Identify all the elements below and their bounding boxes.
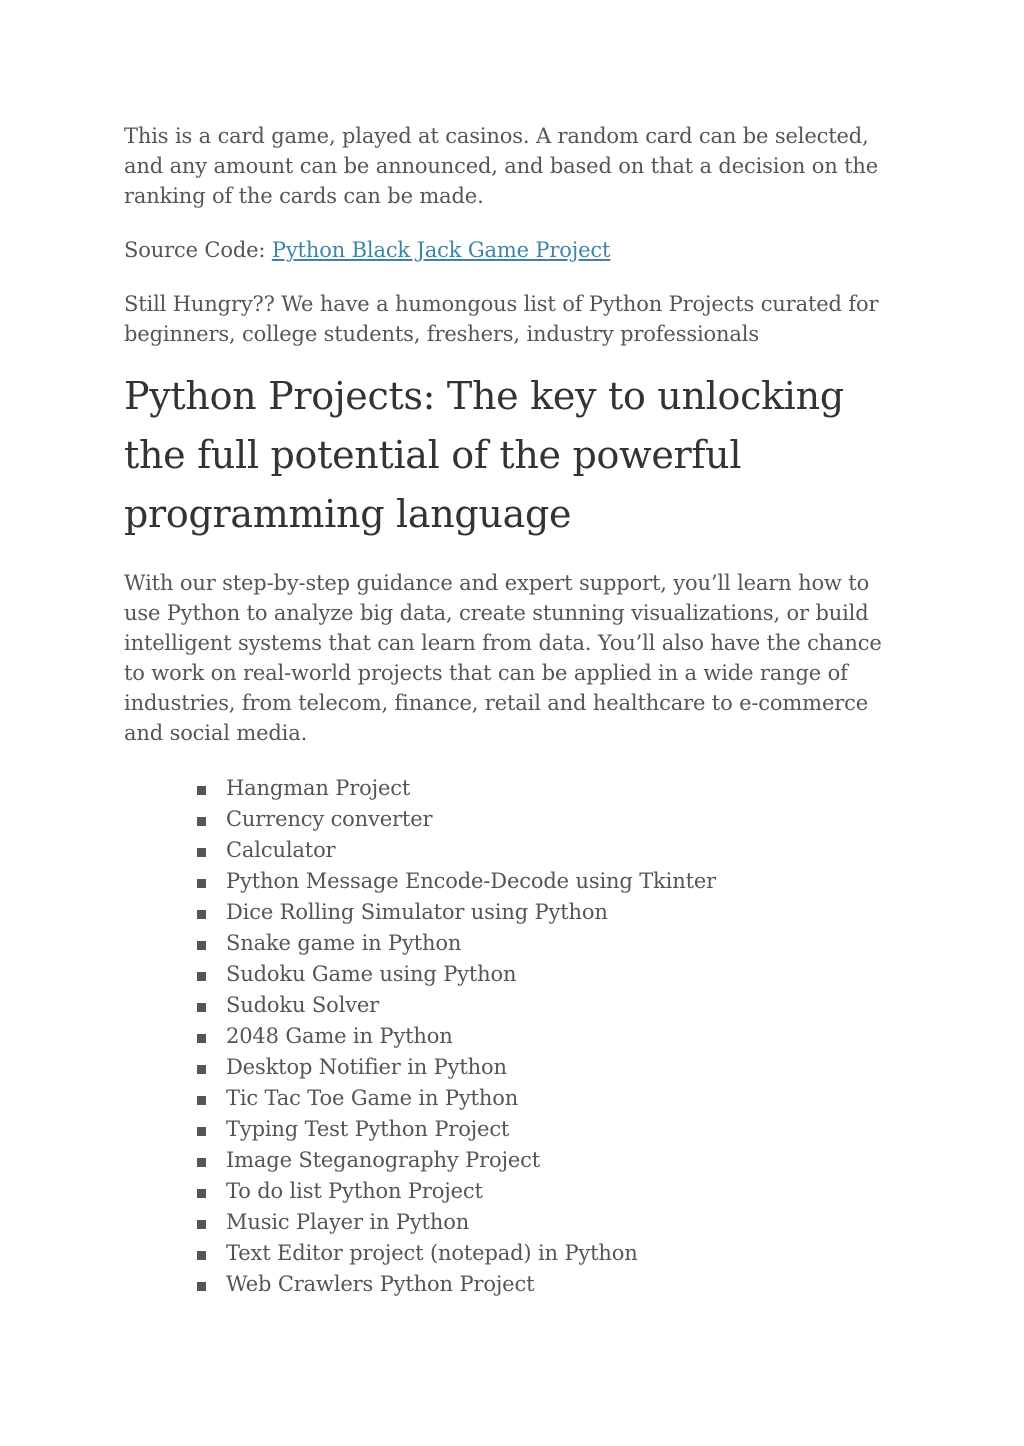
- square-bullet-icon: [197, 817, 206, 826]
- body-paragraph: With our step-by-step guidance and expert support, you’ll learn how to use Python to analyze big data, create stunning visualizations, or build intelligent systems that can learn from data. You’ll also have the chance to work on real-world projects that can be applied in a wide range of industries, from telecom, finance, retail and healthcare to e-commerce and social media.: [124, 571, 882, 745]
- list-item: [196, 1114, 904, 1145]
- list-item-label: Image Steganography Project: [226, 1148, 541, 1172]
- list-item-label: Calculator: [226, 838, 336, 862]
- list-item: [196, 866, 904, 897]
- list-item-label: Snake game in Python: [226, 931, 462, 955]
- intro-paragraph: This is a card game, played at casinos. A random card can be selected, and any amount can be announced, and based on that a decision on the ranking of the cards can be made.: [124, 124, 879, 208]
- square-bullet-icon: [197, 848, 206, 857]
- square-bullet-icon: [197, 1096, 206, 1105]
- square-bullet-icon: [197, 1220, 206, 1229]
- square-bullet-icon: [197, 1003, 206, 1012]
- list-item-label: Sudoku Game using Python: [226, 962, 517, 986]
- square-bullet-icon: [197, 1189, 206, 1198]
- list-item-label: Music Player in Python: [226, 1210, 470, 1234]
- square-bullet-icon: [197, 786, 206, 795]
- list-item-label: Desktop Notifier in Python: [226, 1055, 507, 1079]
- list-item: [196, 804, 904, 835]
- list-item-label: Text Editor project (notepad) in Python: [226, 1241, 638, 1265]
- source-code-line: [124, 235, 904, 265]
- list-item: [196, 1238, 904, 1269]
- project-list: [124, 773, 904, 1300]
- list-item: [196, 897, 904, 928]
- square-bullet-icon: [197, 1251, 206, 1260]
- source-code-label: Source Code:: [124, 238, 272, 262]
- list-item-label: Python Message Encode-Decode using Tkinter: [226, 869, 717, 893]
- list-item: [196, 1083, 904, 1114]
- section-heading: Python Projects: The key to unlocking the full potential of the powerful programming language: [124, 374, 844, 536]
- square-bullet-icon: [197, 1282, 206, 1291]
- list-item: [196, 1145, 904, 1176]
- square-bullet-icon: [197, 1034, 206, 1043]
- square-bullet-icon: [197, 910, 206, 919]
- list-item: [196, 1052, 904, 1083]
- square-bullet-icon: [197, 972, 206, 981]
- document-page: [124, 121, 904, 1300]
- list-item: [196, 773, 904, 804]
- list-item-label: Sudoku Solver: [226, 993, 380, 1017]
- square-bullet-icon: [197, 1158, 206, 1167]
- list-item-label: Dice Rolling Simulator using Python: [226, 900, 608, 924]
- list-item-label: 2048 Game in Python: [226, 1024, 453, 1048]
- list-item-label: Hangman Project: [226, 776, 411, 800]
- list-item: [196, 835, 904, 866]
- list-item: [196, 928, 904, 959]
- list-item: [196, 990, 904, 1021]
- square-bullet-icon: [197, 1127, 206, 1136]
- list-item: [196, 1207, 904, 1238]
- list-item-label: Tic Tac Toe Game in Python: [226, 1086, 519, 1110]
- hungry-paragraph: Still Hungry?? We have a humongous list of Python Projects curated for beginners, college students, freshers, industry professionals: [124, 292, 879, 346]
- list-item-label: Web Crawlers Python Project: [226, 1272, 535, 1296]
- black-jack-source-link[interactable]: Python Black Jack Game Project: [271, 238, 611, 262]
- list-item: [196, 959, 904, 990]
- list-item-label: Currency converter: [226, 807, 433, 831]
- list-item-label: To do list Python Project: [226, 1179, 483, 1203]
- list-item: [196, 1176, 904, 1207]
- list-item: [196, 1021, 904, 1052]
- square-bullet-icon: [197, 941, 206, 950]
- square-bullet-icon: [197, 1065, 206, 1074]
- square-bullet-icon: [197, 879, 206, 888]
- list-item: [196, 1269, 904, 1300]
- list-item-label: Typing Test Python Project: [226, 1117, 510, 1141]
